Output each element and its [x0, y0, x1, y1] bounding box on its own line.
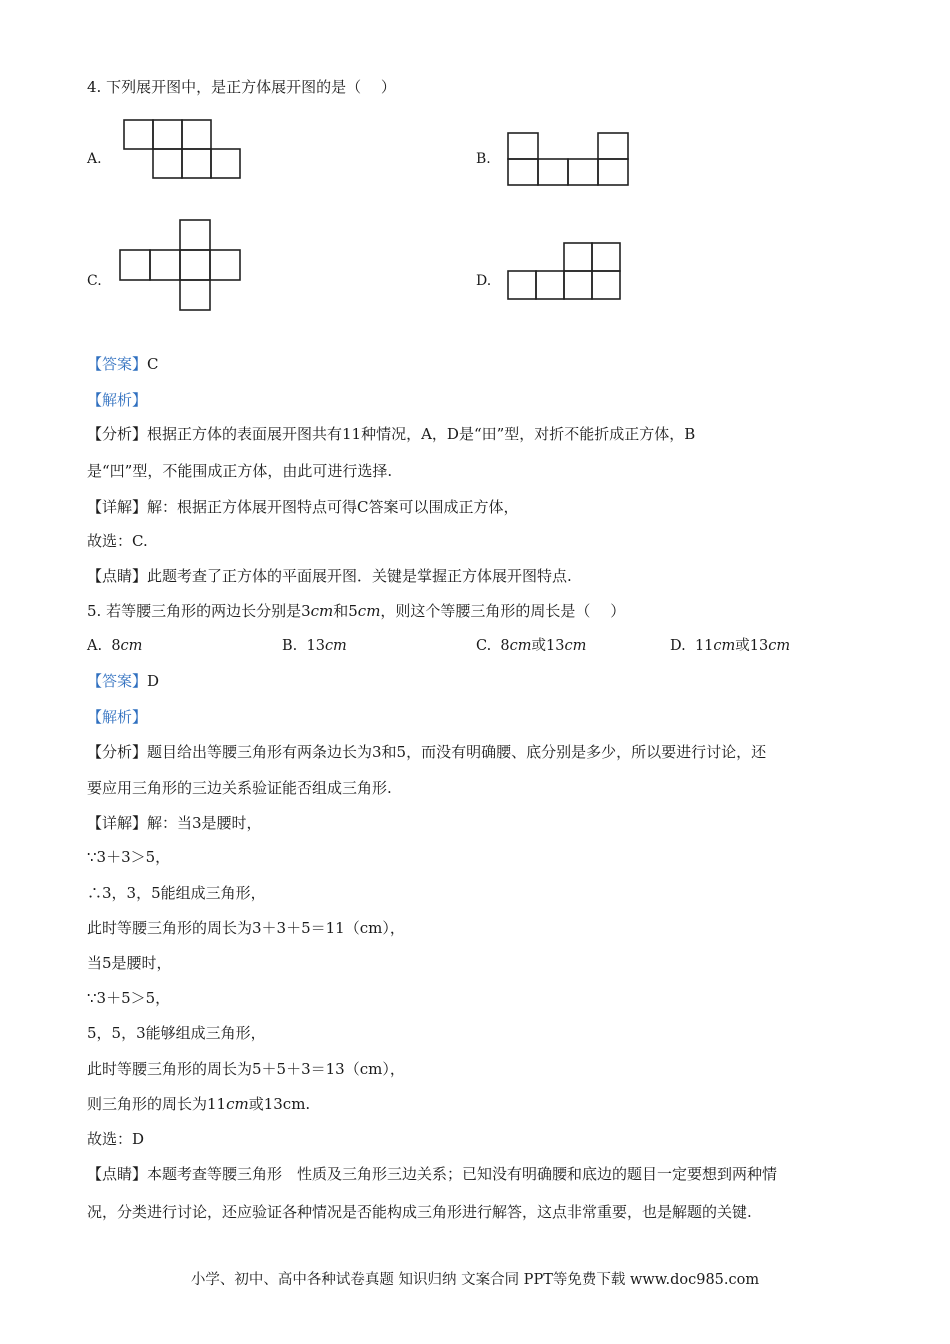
net-square: [211, 149, 240, 178]
q5-choice-a: [87, 636, 142, 656]
q5-stem-part: 5. 若等腰三角形的两边长分别是3: [87, 602, 311, 620]
xiangjie-text: 解：当3是腰时，: [147, 814, 262, 832]
q4-fenxi-line-1: [87, 423, 695, 445]
net-square: [153, 149, 182, 178]
net-square: [150, 250, 180, 280]
net-square: [598, 133, 628, 159]
net-square: [536, 271, 564, 299]
q5-conclusion: [87, 1093, 310, 1115]
unit-cm: cm: [120, 638, 143, 654]
unit-cm: cm: [226, 1095, 249, 1113]
q5-step: 当5是腰时，: [87, 954, 172, 972]
unit-cm: cm: [768, 638, 791, 654]
xiangjie-text: 解：根据正方体展开图特点可得C答案可以围成正方体，: [147, 498, 519, 516]
choice-label: C.: [476, 638, 492, 654]
net-square: [592, 271, 620, 299]
conclusion-part: 则三角形的周长为11: [87, 1095, 227, 1113]
q5-step: 此时等腰三角形的周长为5＋5＋3＝13（cm），: [87, 1060, 405, 1078]
q5-step: ∵3＋5＞5，: [87, 989, 171, 1007]
q5-guxuan: 故选：D: [87, 1130, 145, 1148]
option-c-label: C.: [87, 273, 102, 289]
option-a-label: A.: [87, 151, 102, 167]
unit-cm: cm: [310, 602, 334, 620]
q4-analysis-tag: 【解析】: [87, 391, 148, 409]
q5-step: 5，5，3能够组成三角形，: [87, 1024, 266, 1042]
xiangjie-tag: 【详解】: [87, 498, 148, 516]
net-square: [564, 243, 592, 271]
q5-step: ∵3＋3＞5，: [87, 848, 171, 866]
net-square: [120, 250, 150, 280]
net-square: [592, 243, 620, 271]
choice-number: 13: [306, 638, 325, 654]
q5-choice-b: [282, 636, 347, 656]
q5-analysis-tag: 【解析】: [87, 708, 148, 726]
answer-tag: 【答案】: [87, 672, 148, 690]
q5-xiangjie: [87, 812, 262, 834]
choice-label: A.: [87, 638, 103, 654]
net-square: [180, 280, 210, 310]
choice-number: 13: [546, 638, 565, 654]
q4-xiangjie: [87, 496, 519, 518]
net-square: [180, 250, 210, 280]
q5-step: ∴3，3，5能组成三角形，: [87, 884, 266, 902]
q5-fenxi-line-2: 要应用三角形的三边关系验证能否组成三角形.: [87, 779, 392, 797]
q5-stem-part: ，则这个等腰三角形的周长是（ ）: [380, 602, 626, 620]
option-b-net: [508, 133, 630, 187]
page-footer: 小学、初中、高中各种试卷真题 知识归纳 文案合同 PPT等免费下载 www.doc985.com: [190, 1272, 760, 1288]
fenxi-text: 根据正方体的表面展开图共有11种情况，A，D是“田”型，对折不能折成正方体，B: [147, 425, 696, 443]
q5-choice-c: [476, 636, 586, 656]
net-square: [508, 271, 536, 299]
choice-number: 8: [111, 638, 121, 654]
dianjing-tag: 【点睛】: [87, 567, 148, 585]
choice-number: 11: [694, 638, 714, 654]
option-d-net: [508, 243, 624, 301]
net-square: [568, 159, 598, 185]
choice-label: D.: [670, 638, 686, 654]
net-square: [153, 120, 182, 149]
q4-guxuan: 故选：C.: [87, 532, 148, 550]
net-square: [508, 159, 538, 185]
q5-choice-d: [670, 636, 790, 656]
q4-stem: 4. 下列展开图中，是正方体展开图的是（ ）: [87, 78, 396, 96]
unit-cm: cm: [713, 638, 736, 654]
fenxi-tag: 【分析】: [87, 425, 148, 443]
q5-stem-part: 和5: [333, 602, 358, 620]
q5-fenxi-line-1: [87, 741, 766, 763]
q5-step: 此时等腰三角形的周长为3＋3＋5＝11（cm），: [87, 919, 405, 937]
answer-value: D: [147, 672, 160, 690]
net-square: [564, 271, 592, 299]
option-c-net: [120, 220, 242, 312]
net-square: [508, 133, 538, 159]
q4-dianjing: [87, 565, 572, 587]
xiangjie-tag: 【详解】: [87, 814, 148, 832]
dianjing-text: 本题考查等腰三角形 性质及三角形三边关系；已知没有明确腰和底边的题目一定要想到两种情: [147, 1165, 778, 1183]
fenxi-tag: 【分析】: [87, 743, 148, 761]
q5-answer: [87, 670, 159, 692]
unit-cm: cm: [357, 602, 381, 620]
choice-or: 或: [531, 638, 547, 654]
option-a-net: [124, 120, 244, 180]
option-b-label: B.: [476, 151, 491, 167]
net-square: [538, 159, 568, 185]
answer-tag: 【答案】: [87, 355, 148, 373]
q5-dianjing-line-2: 况，分类进行讨论，还应验证各种情况是否能构成三角形进行解答，这点非常重要，也是解题的关键.: [87, 1203, 752, 1221]
q5-stem: [87, 600, 625, 622]
fenxi-text: 题目给出等腰三角形有两条边长为3和5，而没有明确腰、底分别是多少，所以要进行讨论，还: [147, 743, 767, 761]
answer-value: C: [147, 355, 159, 373]
dianjing-text: 此题考查了正方体的平面展开图．关键是掌握正方体展开图特点.: [147, 567, 572, 585]
conclusion-part: 或13cm.: [248, 1095, 311, 1113]
q4-answer: [87, 353, 159, 375]
dianjing-tag: 【点睛】: [87, 1165, 148, 1183]
q4-fenxi-line-2: 是“凹”型，不能围成正方体，由此可进行选择.: [87, 462, 393, 480]
net-square: [182, 149, 211, 178]
q5-dianjing-line-1: [87, 1163, 777, 1185]
net-square: [598, 159, 628, 185]
choice-or: 或: [735, 638, 750, 654]
unit-cm: cm: [564, 638, 587, 654]
choice-number: 13: [749, 638, 769, 654]
choice-number: 8: [500, 638, 510, 654]
unit-cm: cm: [324, 638, 347, 654]
net-square: [124, 120, 153, 149]
net-square: [210, 250, 240, 280]
choice-label: B.: [282, 638, 298, 654]
unit-cm: cm: [509, 638, 532, 654]
net-square: [182, 120, 211, 149]
net-square: [180, 220, 210, 250]
option-d-label: D.: [476, 273, 492, 289]
